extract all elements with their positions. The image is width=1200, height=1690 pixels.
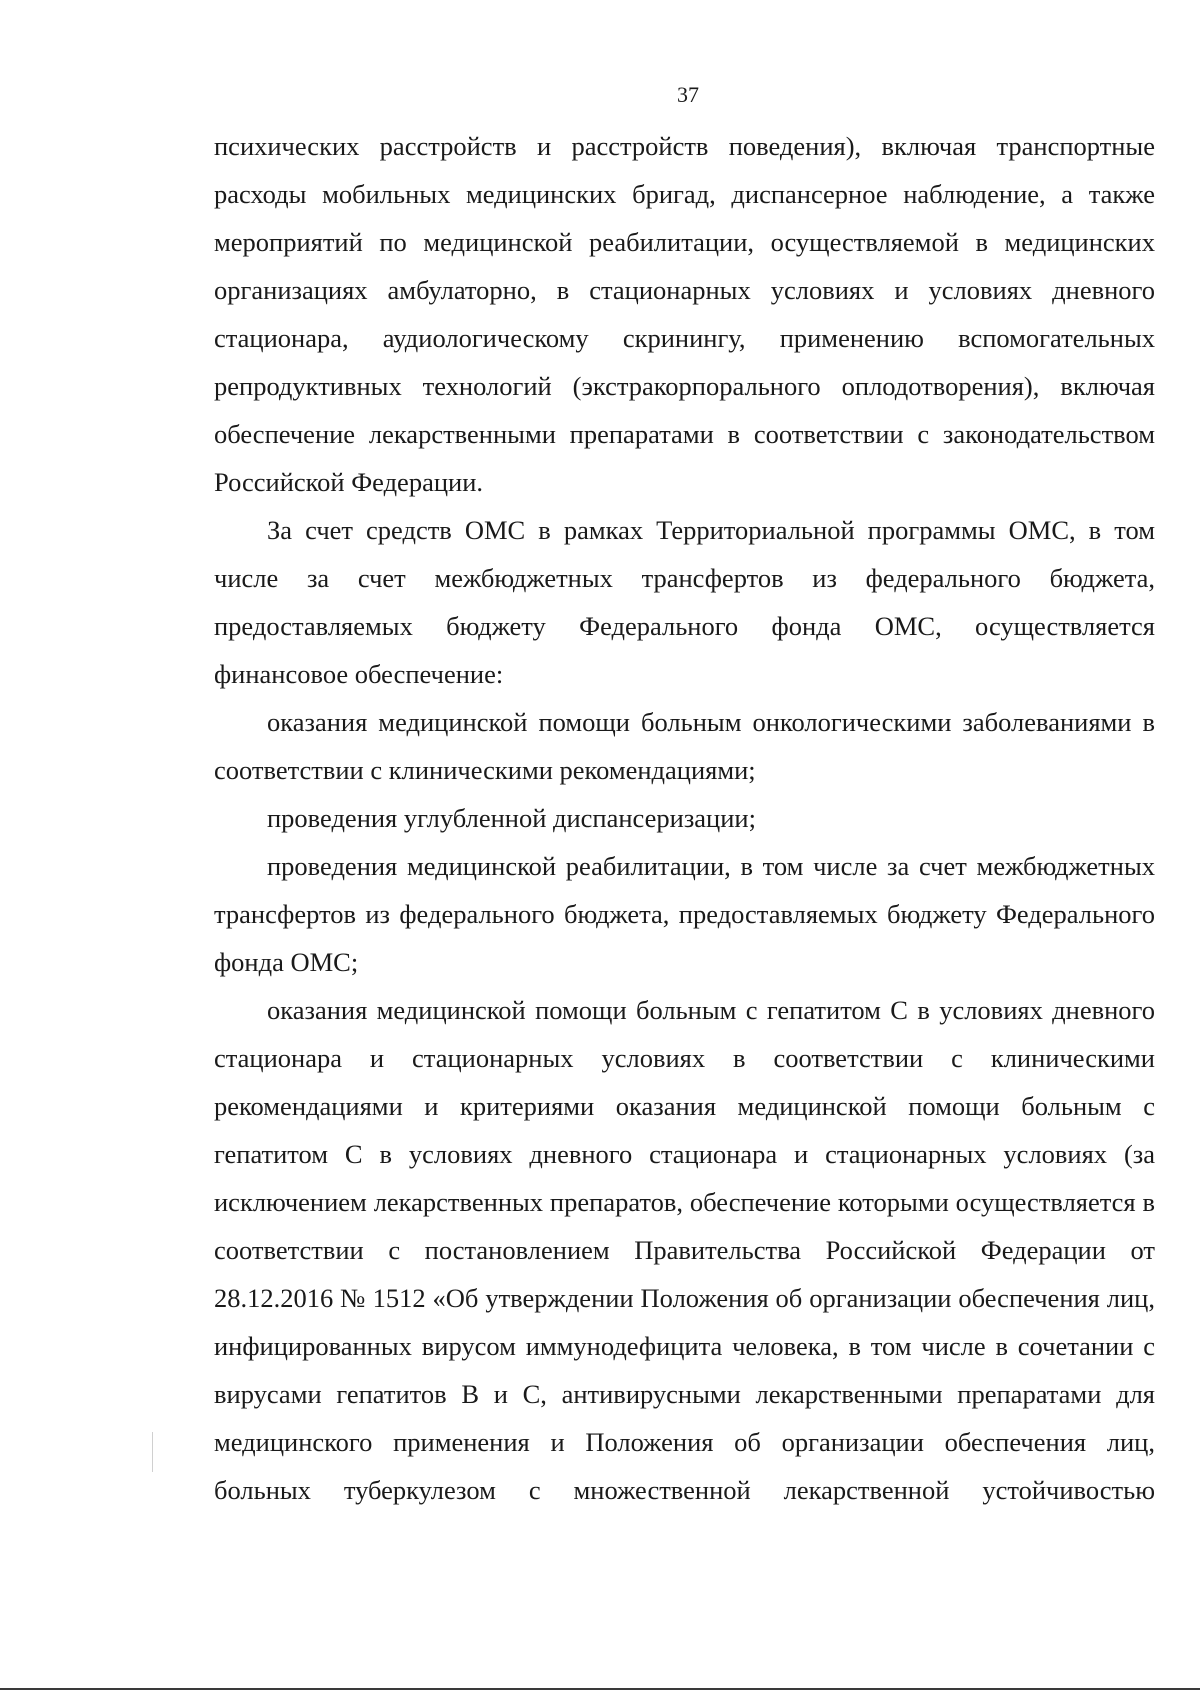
paragraph-oncology-care: оказания медицинской помощи больным онкологическими заболеваниями в соответствии с клиническими рекомендациями; [214,707,1155,785]
paragraph-dispensarization: проведения углубленной диспансеризации; [267,803,756,833]
document-body [214,122,1155,1514]
paragraph-hepatitis-c: оказания медицинской помощи больным с гепатитом С в условиях дневного стационара и стационарных условиях в соответствии с клиническими рекомендациями и критериями оказания медицинской помощи больным с гепатитом С в условиях дневного стационара и стационарных условиях (за исключением лекарственных препаратов, обеспечение которыми осуществляется в соответствии с постановлением Правительства Российской Федерации от 28.12.2016 № 1512 «Об утверждении Положения об организации обеспечения лиц, инфицированных вирусом иммунодефицита человека, в том числе в сочетании с вирусами гепатитов В и С, антивирусными лекарственными препаратами для медицинского применения и Положения об организации обеспечения лиц, больных туберкулезом с множественной лекарственной устойчивостью [214,995,1155,1505]
page-number: 37 [677,82,699,107]
paragraph-oms-financing: За счет средств ОМС в рамках Территориальной программы ОМС, в том числе за счет межбюджетных трансфертов из федерального бюджета, предоставляемых бюджету Федерального фонда ОМС, осуществляется финансовое обеспечение: [214,515,1155,689]
paragraph-continuation: психических расстройств и расстройств поведения), включая транспортные расходы мобильных медицинских бригад, диспансерное наблюдение, а также мероприятий по медицинской реабилитации, осуществляемой в медицинских организациях амбулаторно, в стационарных условиях и условиях дневного стационара, аудиологическому скринингу, применению вспомогательных репродуктивных технологий (экстракорпорального оплодотворения), включая обеспечение лекарственными препаратами в соответствии с законодательством Российской Федерации. [214,131,1155,497]
scan-artifact [152,1432,153,1472]
paragraph-rehabilitation: проведения медицинской реабилитации, в том числе за счет межбюджетных трансфертов из федерального бюджета, предоставляемых бюджету Федерального фонда ОМС; [214,851,1155,977]
